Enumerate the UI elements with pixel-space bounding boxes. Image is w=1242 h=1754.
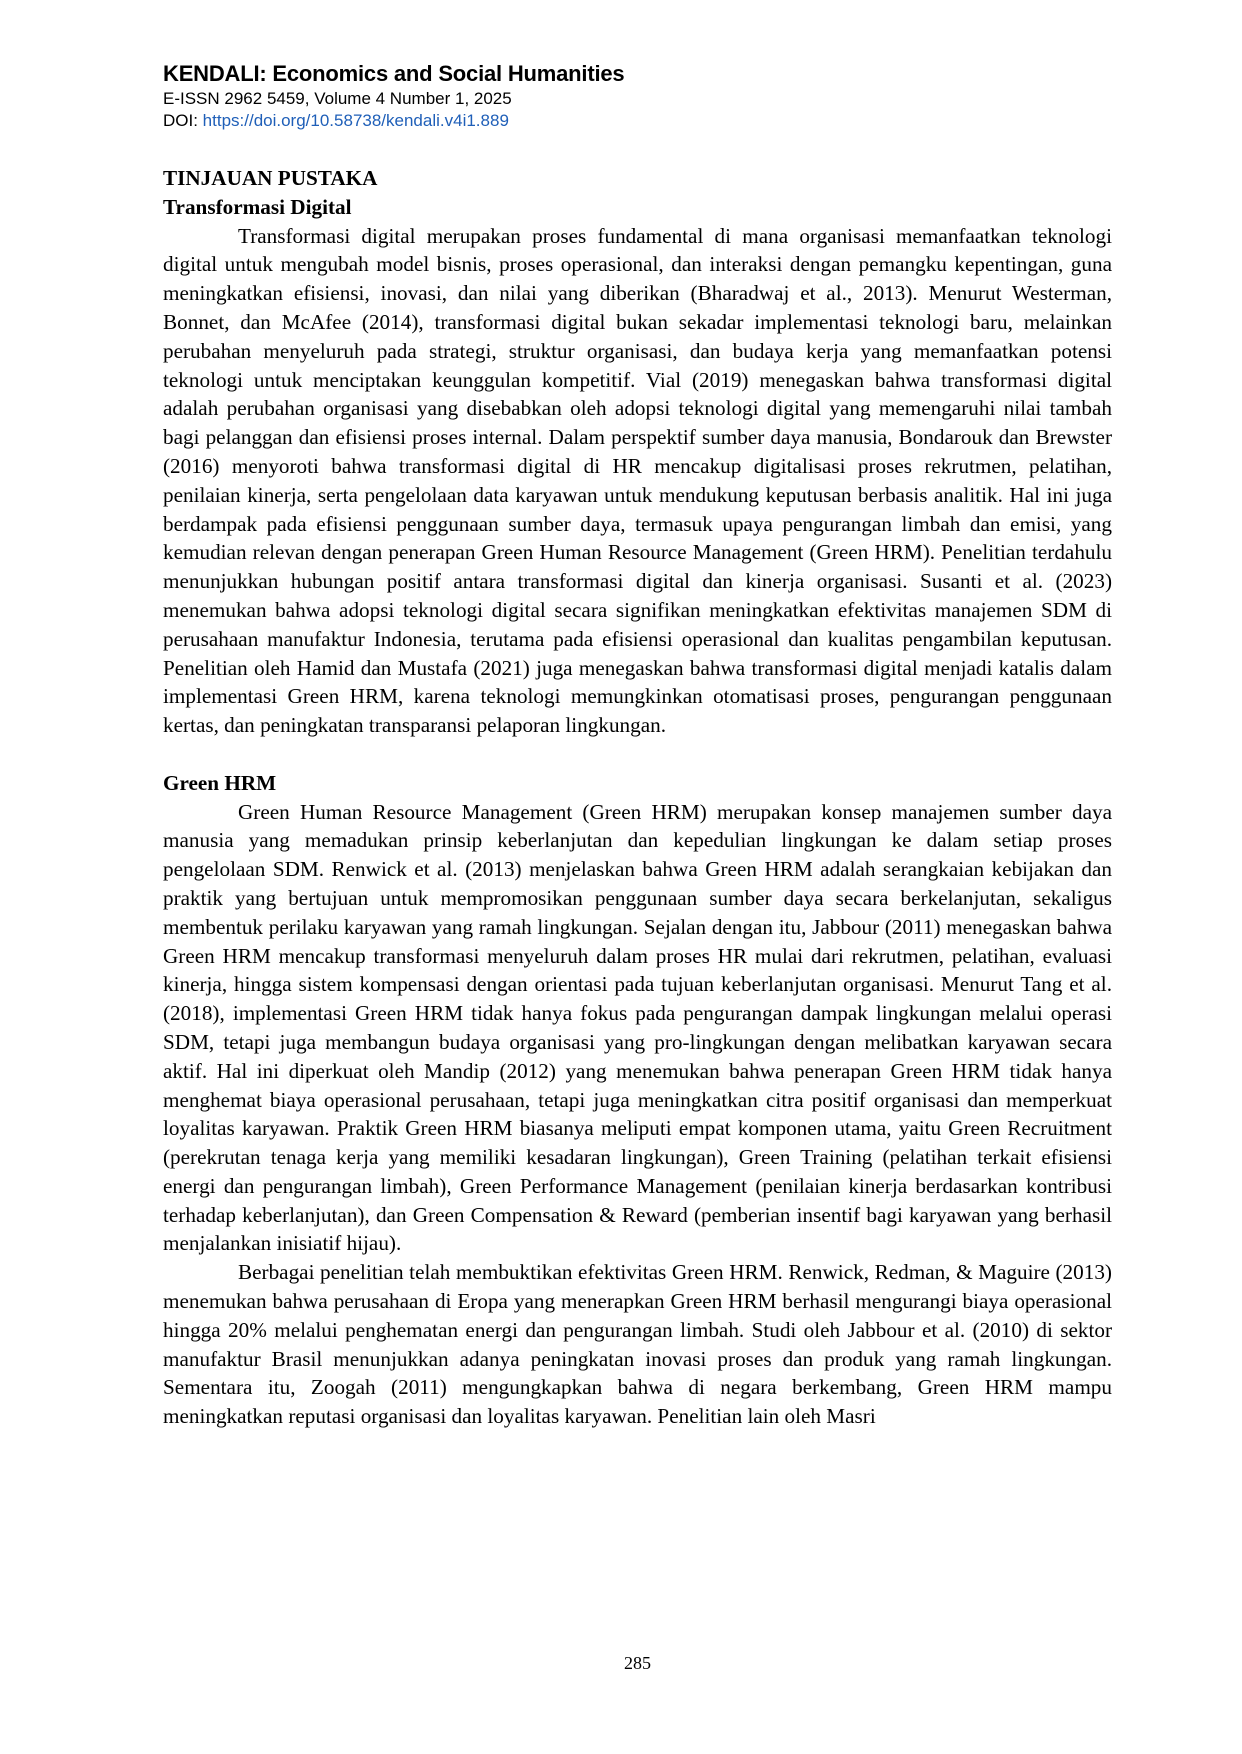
subsection-title-transformasi-digital: Transformasi Digital bbox=[163, 194, 352, 219]
journal-header bbox=[163, 60, 624, 132]
subsection-title-green-hrm: Green HRM bbox=[163, 770, 277, 795]
paragraph-transformasi-digital: Transformasi digital merupakan proses fundamental di mana organisasi memanfaatkan teknologi digital untuk mengubah model bisnis, proses operasional, dan interaksi dengan pemangku kepentingan, guna meningkatkan efisiensi, inovasi, dan nilai yang diberikan (Bharadwaj et al., 2013). Menurut Westerman, Bonnet, dan McAfee (2014), transformasi digital bukan sekadar implementasi teknologi baru, melainkan perubahan menyeluruh pada strategi, struktur organisasi, dan budaya kerja yang memanfaatkan potensi teknologi untuk menciptakan keunggulan kompetitif. Vial (2019) menegaskan bahwa transformasi digital adalah perubahan organisasi yang disebabkan oleh adopsi teknologi digital yang memengaruhi nilai tambah bagi pelanggan dan efisiensi proses internal. Dalam perspektif sumber daya manusia, Bondarouk dan Brewster (2016) menyoroti bahwa transformasi digital di HR mencakup digitalisasi proses rekrutmen, pelatihan, penilaian kinerja, serta pengelolaan data karyawan untuk mendukung keputusan berbasis analitik. Hal ini juga berdampak pada efisiensi penggunaan sumber daya, termasuk upaya pengurangan limbah dan emisi, yang kemudian relevan dengan penerapan Green Human Resource Management (Green HRM). Penelitian terdahulu menunjukkan hubungan positif antara transformasi digital dan kinerja organisasi. Susanti et al. (2023) menemukan bahwa adopsi teknologi digital secara signifikan meningkatkan efektivitas manajemen SDM di perusahaan manufaktur Indonesia, terutama pada efisiensi operasional dan kualitas pengambilan keputusan. Penelitian oleh Hamid dan Mustafa (2021) juga menegaskan bahwa transformasi digital menjadi katalis dalam implementasi Green HRM, karena teknologi memungkinkan otomatisasi proses, pengurangan penggunaan kertas, dan peningkatan transparansi pelaporan lingkungan. bbox=[163, 223, 1112, 738]
article-body bbox=[163, 164, 1112, 1431]
doi-line bbox=[163, 110, 624, 132]
paragraph-green-hrm-studies: Berbagai penelitian telah membuktikan efektivitas Green HRM. Renwick, Redman, & Maguire (2013) menemukan bahwa perusahaan di Eropa yang menerapkan Green HRM berhasil mengurangi biaya operasional hingga 20% melalui penghematan energi dan pengurangan limbah. Studi oleh Jabbour et al. (2010) di sektor manufaktur Brasil menunjukkan adanya peningkatan inovasi proses dan produk yang ramah lingkungan. Sementara itu, Zoogah (2011) mengungkapkan bahwa di negara berkembang, Green HRM mampu meningkatkan reputasi organisasi dan loyalitas karyawan. Penelitian lain oleh Masri bbox=[163, 1260, 1112, 1429]
section-spacer bbox=[163, 740, 1112, 769]
section-title: TINJAUAN PUSTAKA bbox=[163, 166, 378, 190]
doi-link[interactable]: https://doi.org/10.58738/kendali.v4i1.889 bbox=[202, 111, 509, 130]
doi-label: DOI: bbox=[163, 111, 203, 130]
page-number: 285 bbox=[624, 1653, 651, 1673]
journal-title: KENDALI: Economics and Social Humanities bbox=[163, 61, 625, 86]
document-page bbox=[163, 0, 1112, 1754]
issn-volume-line: E-ISSN 2962 5459, Volume 4 Number 1, 2025 bbox=[163, 89, 512, 108]
paragraph-green-hrm-definition: Green Human Resource Management (Green HRM) merupakan konsep manajemen sumber daya manusia yang memadukan prinsip keberlanjutan dan kepedulian lingkungan ke dalam setiap proses pengelolaan SDM. Renwick et al. (2013) menjelaskan bahwa Green HRM adalah serangkaian kebijakan dan praktik yang bertujuan untuk mempromosikan penggunaan sumber daya secara berkelanjutan, sekaligus membentuk perilaku karyawan yang ramah lingkungan. Sejalan dengan itu, Jabbour (2011) menegaskan bahwa Green HRM mencakup transformasi menyeluruh dalam proses HR mulai dari rekrutmen, pelatihan, evaluasi kinerja, hingga sistem kompensasi dengan orientasi pada tujuan keberlanjutan organisasi. Menurut Tang et al. (2018), implementasi Green HRM tidak hanya fokus pada pengurangan dampak lingkungan melalui operasi SDM, tetapi juga membangun budaya organisasi yang pro-lingkungan dengan melibatkan karyawan secara aktif. Hal ini diperkuat oleh Mandip (2012) yang menemukan bahwa penerapan Green HRM tidak hanya menghemat biaya operasional perusahaan, tetapi juga meningkatkan citra positif organisasi dan memperkuat loyalitas karyawan. Praktik Green HRM biasanya meliputi empat komponen utama, yaitu Green Recruitment (perekrutan tenaga kerja yang memiliki kesadaran lingkungan), Green Training (pelatihan terkait efisiensi energi dan pengurangan limbah), Green Performance Management (penilaian kinerja berdasarkan kontribusi terhadap keberlanjutan), dan Green Compensation & Reward (pemberian insentif bagi karyawan yang berhasil menjalankan inisiatif hijau). bbox=[163, 799, 1112, 1256]
